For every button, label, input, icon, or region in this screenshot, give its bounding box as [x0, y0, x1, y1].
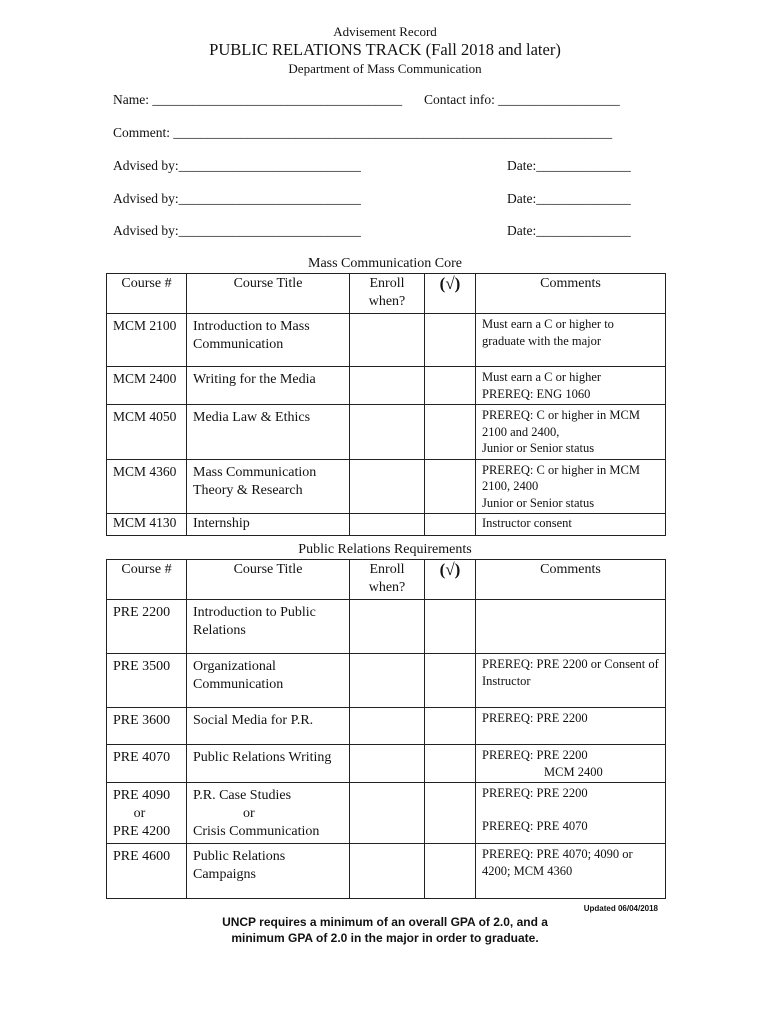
- name-field[interactable]: Name: _____________________________________: [113, 92, 403, 107]
- core-table: [106, 273, 666, 536]
- check-cell[interactable]: [425, 844, 476, 899]
- pr-header-row: [107, 560, 666, 600]
- enroll-cell[interactable]: [350, 708, 425, 745]
- table-row: [107, 844, 666, 899]
- course-title: Organizational Communication: [187, 654, 350, 708]
- table-row: [107, 600, 666, 654]
- course-number: PRE 4070: [107, 745, 187, 783]
- check-cell[interactable]: [425, 314, 476, 367]
- department-label: Department of Mass Communication: [288, 61, 482, 76]
- check-cell[interactable]: [425, 745, 476, 783]
- enroll-cell[interactable]: [350, 405, 425, 460]
- col-header-comments: Comments: [476, 274, 666, 314]
- course-number: MCM 4050: [107, 405, 187, 460]
- pr-table-caption: Public Relations Requirements: [298, 542, 472, 557]
- course-title: Social Media for P.R.: [187, 708, 350, 745]
- record-label: Advisement Record: [333, 24, 437, 39]
- date-field-2[interactable]: Date:______________: [507, 191, 631, 206]
- table-row: [107, 405, 666, 460]
- course-title-alt: Crisis Communication: [193, 824, 320, 839]
- course-number-cell: [107, 783, 187, 844]
- core-header-row: [107, 274, 666, 314]
- gpa-note-line-1: UNCP requires a minimum of an overall GPA of 2.0, and a: [222, 915, 548, 929]
- course-title: P.R. Case Studies: [193, 788, 292, 803]
- core-table-caption: Mass Communication Core: [308, 256, 462, 271]
- course-title: Public Relations Campaigns: [187, 844, 350, 899]
- course-comments-cell: [476, 745, 666, 783]
- course-comments: PREREQ: C or higher in MCM 2100, 2400 Junior or Senior status: [476, 459, 666, 514]
- col-header-course: Course #: [107, 560, 187, 600]
- course-number: PRE 2200: [107, 600, 187, 654]
- course-or: or: [133, 806, 146, 821]
- table-row: [107, 708, 666, 745]
- course-title: Introduction to Mass Communication: [187, 314, 350, 367]
- table-row: [107, 514, 666, 536]
- check-cell[interactable]: [425, 514, 476, 536]
- course-title: Media Law & Ethics: [187, 405, 350, 460]
- course-number: MCM 2400: [107, 367, 187, 405]
- course-number-alt: PRE 4200: [113, 824, 171, 839]
- updated-date: Updated 06/04/2018: [583, 904, 658, 913]
- col-header-comments: Comments: [476, 560, 666, 600]
- course-comments-continued: MCM 2400: [544, 764, 603, 779]
- course-title: Introduction to Public Relations: [187, 600, 350, 654]
- course-comments: Must earn a C or higher to graduate with the major: [476, 314, 666, 367]
- enroll-cell[interactable]: [350, 654, 425, 708]
- date-field-3[interactable]: Date:______________: [507, 223, 631, 238]
- course-comments-alt: PREREQ: PRE 4070: [482, 818, 588, 833]
- course-number: PRE 3500: [107, 654, 187, 708]
- course-title: Mass Communication Theory & Research: [187, 459, 350, 514]
- col-header-enroll: Enroll when?: [350, 274, 425, 314]
- advised-by-field-3[interactable]: Advised by:___________________________: [113, 223, 361, 238]
- course-comments: PREREQ: PRE 2200 or Consent of Instructor: [476, 654, 666, 708]
- course-comments: Instructor consent: [476, 514, 666, 536]
- check-cell[interactable]: [425, 367, 476, 405]
- check-cell[interactable]: [425, 783, 476, 844]
- course-number: MCM 2100: [107, 314, 187, 367]
- enroll-cell[interactable]: [350, 514, 425, 536]
- course-comments: PREREQ: PRE 4070; 4090 or 4200; MCM 4360: [476, 844, 666, 899]
- gpa-note: [0, 914, 770, 946]
- course-comments-cell: [476, 783, 666, 844]
- course-number: MCM 4360: [107, 459, 187, 514]
- course-title: Internship: [187, 514, 350, 536]
- check-cell[interactable]: [425, 405, 476, 460]
- advised-by-field-2[interactable]: Advised by:___________________________: [113, 191, 361, 206]
- check-cell[interactable]: [425, 600, 476, 654]
- enroll-cell[interactable]: [350, 600, 425, 654]
- course-comments: PREREQ: PRE 2200: [482, 786, 588, 800]
- check-cell[interactable]: [425, 654, 476, 708]
- enroll-cell[interactable]: [350, 783, 425, 844]
- col-header-title: Course Title: [187, 274, 350, 314]
- enroll-cell[interactable]: [350, 844, 425, 899]
- advised-by-field-1[interactable]: Advised by:___________________________: [113, 158, 361, 173]
- table-row: [107, 314, 666, 367]
- col-header-check: (√): [425, 274, 476, 314]
- course-title: Public Relations Writing: [187, 745, 350, 783]
- course-number: PRE 3600: [107, 708, 187, 745]
- col-header-course: Course #: [107, 274, 187, 314]
- page-title: PUBLIC RELATIONS TRACK (Fall 2018 and later): [209, 40, 561, 59]
- course-comments: PREREQ: PRE 2200: [482, 748, 588, 762]
- course-number: MCM 4130: [107, 514, 187, 536]
- table-row: [107, 654, 666, 708]
- table-row: [107, 459, 666, 514]
- check-cell[interactable]: [425, 708, 476, 745]
- pr-table: [106, 559, 666, 899]
- comment-field[interactable]: Comment: _________________________________________________________________: [113, 125, 613, 140]
- course-title-or: or: [243, 806, 255, 821]
- col-header-check: (√): [425, 560, 476, 600]
- course-comments: PREREQ: C or higher in MCM 2100 and 2400, Junior or Senior status: [476, 405, 666, 460]
- col-header-enroll: Enroll when?: [350, 560, 425, 600]
- table-row: [107, 745, 666, 783]
- gpa-note-line-2: minimum GPA of 2.0 in the major in order to graduate.: [231, 931, 539, 945]
- enroll-cell[interactable]: [350, 367, 425, 405]
- date-field-1[interactable]: Date:______________: [507, 158, 631, 173]
- enroll-cell[interactable]: [350, 459, 425, 514]
- check-cell[interactable]: [425, 459, 476, 514]
- table-row: [107, 367, 666, 405]
- course-title-cell: [187, 783, 350, 844]
- enroll-cell[interactable]: [350, 314, 425, 367]
- enroll-cell[interactable]: [350, 745, 425, 783]
- table-row: [107, 783, 666, 844]
- course-comments: [476, 600, 666, 654]
- col-header-title: Course Title: [187, 560, 350, 600]
- course-number: PRE 4600: [107, 844, 187, 899]
- course-title: Writing for the Media: [187, 367, 350, 405]
- course-comments: PREREQ: PRE 2200: [476, 708, 666, 745]
- course-comments: Must earn a C or higher PREREQ: ENG 1060: [476, 367, 666, 405]
- course-number: PRE 4090: [113, 788, 171, 803]
- contact-field[interactable]: Contact info: __________________: [424, 92, 620, 107]
